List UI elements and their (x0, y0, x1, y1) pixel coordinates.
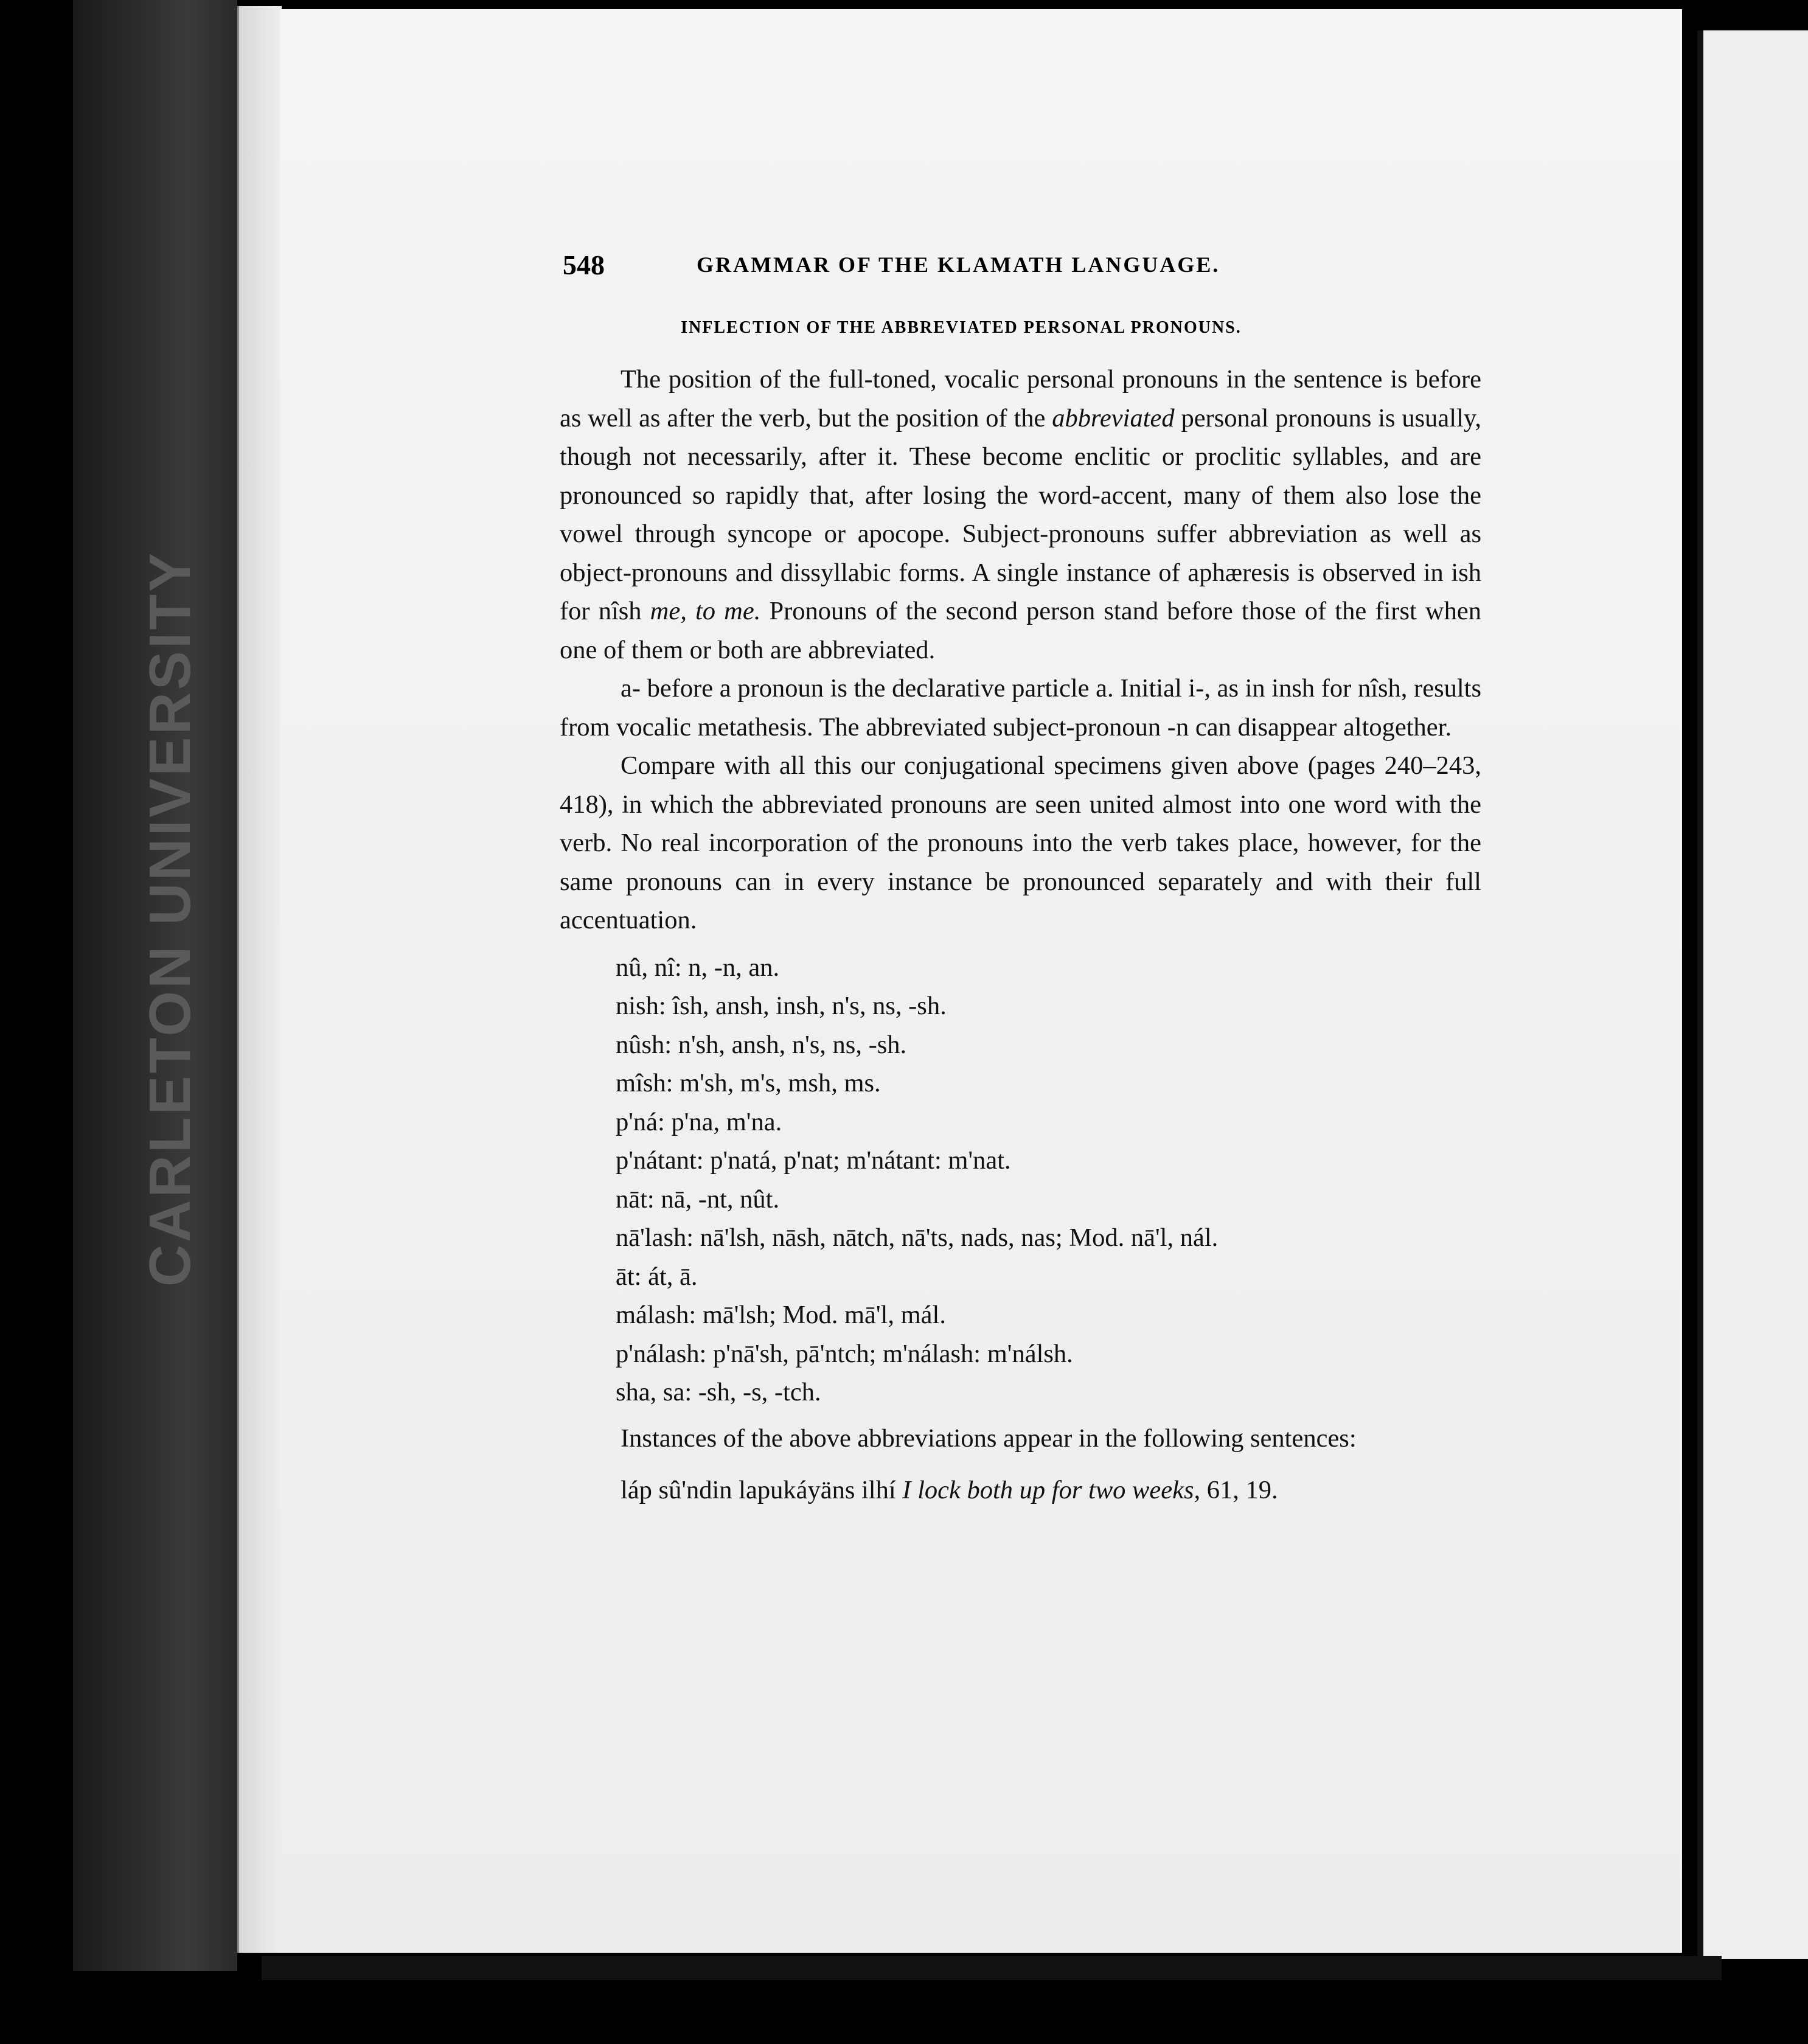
page-body (560, 360, 1481, 1510)
list-item: sha, sa: -sh, -s, -tch. (616, 1378, 821, 1406)
running-title: GRAMMAR OF THE KLAMATH LANGUAGE. (697, 252, 1220, 277)
list-item: nāt: nā, -nt, nût. (616, 1184, 780, 1214)
bottom-shadow (262, 1956, 1722, 1980)
paragraph-1: The position of the full-toned, vocalic personal pronouns in the sentence is before as well as after the verb, but the position of the abbreviated personal pronouns is usually, though not necessarily, after it. These become enclitic or proclitic syllables, and are pronounced so rapidly that, after losing the word-accent, many of them also lose the vowel through syncope or apocope. Subject-pronouns suffer abbreviation as well as object-pronouns and dissyllabic forms. A single instance of aphæresis is observed in ish for nîsh me, to me. Pronouns of the second person stand before those of the first when one of them or both are abbreviated. (560, 365, 1481, 664)
list-item: nûsh: n'sh, ansh, n's, ns, -sh. (616, 1030, 907, 1059)
paragraph-2: a- before a pronoun is the declarative particle a. Initial i-, as in insh for nîsh, results from vocalic metathesis. The abbreviated subject-pronoun -n can disappear altogether. (560, 674, 1482, 742)
example-sentence: láp sû'ndin lapukáyäns ilhí I lock both up for two weeks, 61, 19. (621, 1476, 1278, 1504)
list-item: nish: îsh, ansh, insh, n's, ns, -sh. (616, 992, 947, 1020)
section-title: INFLECTION OF THE ABBREVIATED PERSONAL PRONOUNS. (681, 318, 1242, 337)
page-gutter (237, 6, 282, 1953)
list-item: nû, nî: n, -n, an. (616, 953, 780, 982)
list-item: āt: át, ā. (616, 1262, 698, 1291)
paragraph-4: Instances of the above abbreviations appear in the following sentences: (621, 1423, 1357, 1453)
paragraph-3: Compare with all this our conjugational specimens given above (pages 240–243, 418), in which the abbreviated pronouns are seen united almost into one word with the verb. No real incorporation of the pronouns into the verb takes place, however, for the same pronouns can in every instance be pronounced separately and with their full accentuation. (560, 751, 1481, 934)
running-header (563, 243, 1317, 286)
facing-page-edge (1697, 30, 1808, 1959)
list-item: p'nátant: p'natá, p'nat; m'nátant: m'nat. (616, 1146, 1011, 1175)
library-stamp: CARLETON UNIVERSITY (137, 550, 203, 1287)
list-item: málash: mā'lsh; Mod. mā'l, mál. (616, 1301, 946, 1329)
list-item: nā'lash: nā'lsh, nāsh, nātch, nā'ts, nads, nas; Mod. nā'l, nál. (616, 1223, 1219, 1252)
page-number: 548 (563, 249, 605, 280)
list-item: p'ná: p'na, m'na. (616, 1107, 782, 1136)
list-item: p'nálash: p'nā'sh, pā'ntch; m'nálash: m'nálsh. (616, 1339, 1073, 1368)
list-item: mîsh: m'sh, m's, msh, ms. (616, 1069, 881, 1097)
pronoun-forms-list (560, 948, 1481, 1412)
